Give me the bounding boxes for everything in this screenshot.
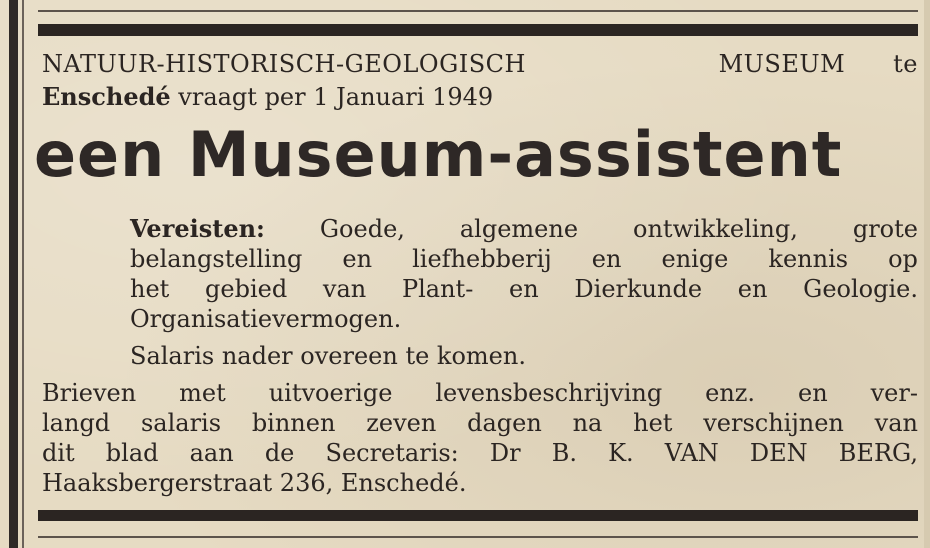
word: blad [105,439,159,467]
date-line [42,82,493,111]
word: gebied [205,275,288,303]
word: Secretaris: [325,439,459,467]
word: en [591,245,622,273]
word: uitvoerige [268,379,393,407]
museum-name: NATUUR-HISTORISCH-GEOLOGISCH [42,50,526,78]
museum-name-line [42,50,918,78]
word: en [737,275,768,303]
instructions-line-1 [42,378,918,408]
word: Plant- [401,275,474,303]
salary-line: Salaris nader overeen te komen. [130,342,526,370]
word: verschijnen [703,409,844,437]
word: Brieven [42,379,137,407]
word: algemene [459,215,579,243]
word: van [322,275,367,303]
instructions-line-2 [42,408,918,438]
bottom-thin-rule [38,536,918,538]
word: Dierkunde [574,275,703,303]
word: en [798,379,828,407]
word: ver- [870,379,918,407]
word: ontwikkeling, [633,215,798,243]
word: Geologie. [803,275,918,303]
requirements-line-2 [130,244,918,274]
requirements-block [130,214,918,334]
application-instructions [42,378,918,498]
word: op [888,245,918,273]
museum-word: MUSEUM [718,50,846,78]
requirements-line-1 [130,214,918,244]
word: dagen [467,409,542,437]
word: het [130,275,170,303]
word: Dr [489,439,521,467]
word: en [509,275,539,303]
word: belangstelling [130,245,303,273]
word: enige [661,245,729,273]
requirements-line-3 [130,274,918,304]
word: enz. [705,379,756,407]
left-thin-rule [22,0,24,548]
word: langd [42,409,111,437]
date-text: vraagt per 1 Januari 1949 [178,83,494,111]
requirements-line-4: Organisatievermogen. [130,305,402,333]
word: na [572,409,603,437]
instructions-line-3 [42,438,918,468]
word: BERG, [838,439,918,467]
job-title-headline: een Museum-assistent [34,118,843,191]
word: het [633,409,673,437]
word: de [264,439,295,467]
word: van [874,409,918,437]
word: VAN [664,439,719,467]
word: dit [42,439,75,467]
word: met [179,379,226,407]
word: aan [189,439,234,467]
word: salaris [140,409,222,437]
right-page-edge [924,0,930,548]
word: DEN [749,439,808,467]
word: liefhebberij [412,245,552,273]
word: K. [608,439,634,467]
top-thick-rule [38,24,918,36]
word: binnen [251,409,336,437]
word: B. [551,439,577,467]
word: Goede, [319,215,405,243]
top-thin-rule [38,10,918,12]
word: zeven [366,409,437,437]
place-name: Enschedé [42,82,171,111]
location-preposition: te [893,50,918,78]
word: en [342,245,373,273]
bottom-thick-rule [38,510,918,521]
left-border-rule [9,0,18,548]
instructions-line-4: Haaksbergerstraat 236, Enschedé. [42,469,467,497]
word: kennis [768,245,849,273]
word: grote [852,215,918,243]
requirements-label: Vereisten: [130,214,265,243]
word: levensbeschrijving [435,379,663,407]
